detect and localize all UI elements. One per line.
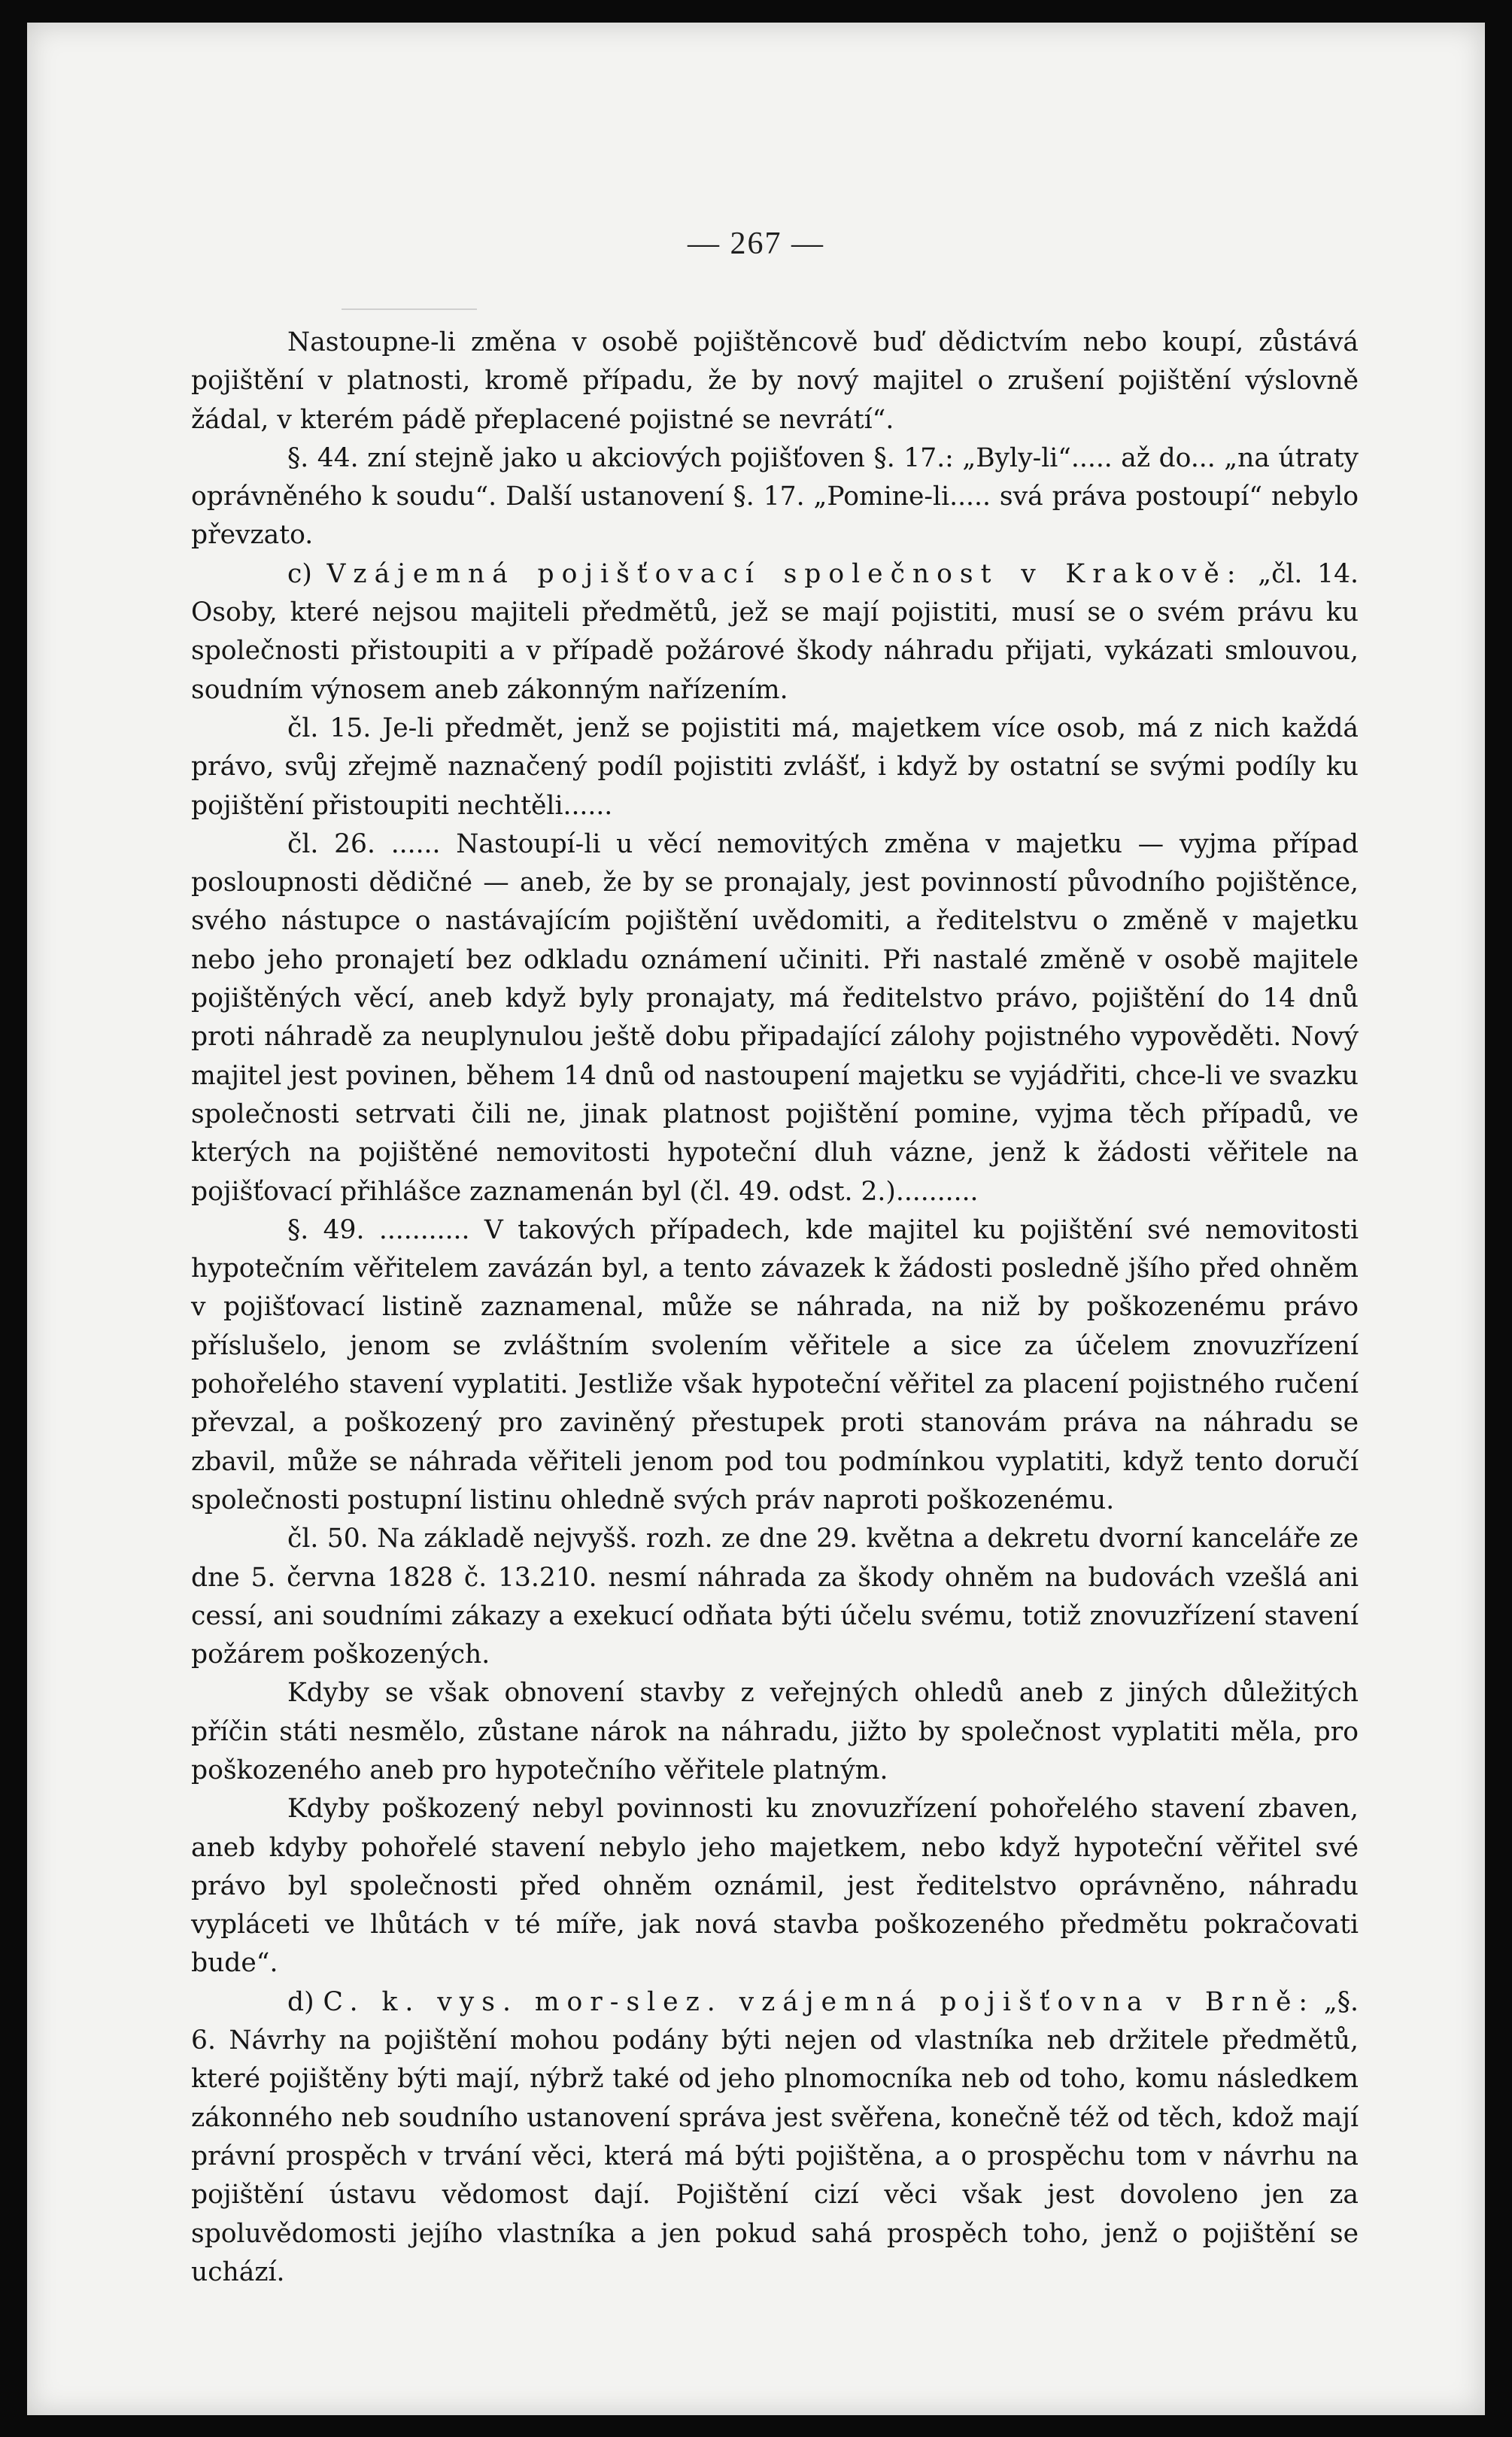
- text-run: §. 49. ........... V takových případech, kde majitel ku pojištění své nemovitosti hypotečním věřitelem zavázán byl, a tento závazek k žádosti posledně jšího před ohněm v pojišťovací listině zaznamenal, může se náhrada, na niž by poškozenému právo příslušelo, jenom se zvláštním svolením věřitele a sice za účelem znovuzřízení pohořelého stavení vyplatiti. Jestliže však hypoteční věřitel za placení pojistného ručení převzal, a poškozený pro zaviněný přestupek proti stanovám práva na náhradu se zbavil, může se náhrada věřiteli jenom pod tou podmínkou vyplatiti, když tento doručí společnosti postupní listinu ohledně svých práv naproti poškozenému.: [191, 1214, 1359, 1515]
- paragraph: [191, 1983, 1359, 2292]
- paragraph: [191, 1211, 1359, 1520]
- paragraph: [191, 710, 1359, 825]
- paragraph: [191, 1790, 1359, 1983]
- paragraph: [191, 1674, 1359, 1790]
- text-run: c): [287, 558, 327, 589]
- text-run: „§. 6. Návrhy na pojištění mohou podány býti nejen od vlastníka neb držitele předmětů, které pojištěny býti mají, nýbrž také od jeho plnomocníka neb od toho, komu následkem zákonného neb soudního ustanovení správa jest svěřena, konečně též od těch, kdož mají právní prospěch v trvání věci, která má býti pojištěna, a o prospěchu tom v návrhu na pojištění ústavu vědomost dají. Pojištění cizí věci však jest dovoleno jen za spoluvědomosti jejího vlastníka a jen pokud sahá prospěch toho, jenž o pojištění se uchází.: [191, 1986, 1359, 2287]
- body-text: [191, 324, 1359, 2292]
- spaced-heading: Vzájemná pojišťovací společnost v Krakově:: [326, 558, 1243, 589]
- text-run: „čl. 14. Osoby, které nejsou majiteli předmětů, jež se mají pojistiti, musí se o svém právu ku společnosti přistoupiti a v případě požárové škody náhradu přijati, vykázati smlouvou, soudním výnosem aneb zákonným nařízením.: [191, 558, 1359, 705]
- text-run: §. 44. zní stejně jako u akciových pojišťoven §. 17.: „Byly-li“..... až do... „na útraty oprávněného k soudu“. Další ustanovení §. 17. „Pomine-li..... svá práva postoupí“ nebylo převzato.: [191, 442, 1359, 551]
- paragraph: [191, 825, 1359, 1211]
- text-run: čl. 26. ...... Nastoupí-li u věcí nemovitých změna v majetku — vyjma případ posloupnosti dědičné — aneb, že by se pronajaly, jest povinností původního pojištěnce, svého nástupce o nastávajícím pojištění uvědomiti, a ředitelstvu o změně v majetku nebo jeho pronajetí bez odkladu oznámení učiniti. Při nastalé změně v osobě majitele pojištěných věcí, aneb když byly pronajaty, má ředitelstvo právo, pojištění do 14 dnů proti náhradě za neuplynulou ještě dobu připadající zálohy pojistného vypověděti. Nový majitel jest povinen, během 14 dnů od nastoupení majetku se vyjádřiti, chce-li ve svazku společnosti setrvati čili ne, jinak platnost pojištění pomine, vyjma těch případů, ve kterých na pojištěné nemovitosti hypoteční dluh vázne, jenž k žádosti věřitele na pojišťovací přihlášce zaznamenán byl (čl. 49. odst. 2.)..........: [191, 828, 1359, 1207]
- paragraph: [191, 1520, 1359, 1674]
- spaced-heading: C. k. vys. mor-slez. vzájemná pojišťovna v Brně:: [323, 1986, 1316, 2017]
- text-run: čl. 50. Na základě nejvyšš. rozh. ze dne 29. května a dekretu dvorní kanceláře ze dne 5. června 1828 č. 13.210. nesmí náhrada za škody ohněm na budovách vzešlá ani cessí, ani soudními zákazy a exekucí odňata býti účelu svému, totiž znovuzřízení stavení požárem poškozených.: [191, 1524, 1359, 1670]
- scan-artifact-line: [342, 308, 477, 310]
- paragraph: [191, 439, 1359, 555]
- text-run: Nastoupne-li změna v osobě pojištěncově buď dědictvím nebo koupí, zůstává pojištění v platnosti, kromě případu, že by nový majitel o zrušení pojištění výslovně žádal, v kterém pádě přeplacené pojistné se nevrátí“.: [191, 327, 1359, 435]
- text-run: čl. 15. Je-li předmět, jenž se pojistiti má, majetkem více osob, má z nich každá právo, svůj zřejmě naznačený podíl pojistiti zvlášť, i když by ostatní se svými podíly ku pojištění přistoupiti nechtěli......: [191, 713, 1359, 821]
- text-run: d): [287, 1986, 323, 2017]
- text-run: Kdyby poškozený nebyl povinnosti ku znovuzřízení pohořelého stavení zbaven, aneb kdyby pohořelé stavení nebylo jeho majetkem, nebo když hypoteční věřitel své právo byl společnosti před ohněm oznámil, jest ředitelstvo oprávněno, náhradu vypláceti ve lhůtách v té míře, jak nová stavba poškozeného předmětu pokračovati bude“.: [191, 1794, 1359, 1979]
- paragraph: [191, 555, 1359, 710]
- text-run: Kdyby se však obnovení stavby z veřejných ohledů aneb z jiných důležitých příčin státi nesmělo, zůstane nárok na náhradu, jižto by společnost vyplatiti měla, pro poškozeného aneb pro hypotečního věřitele platným.: [191, 1678, 1359, 1785]
- scanned-page: [27, 23, 1485, 2415]
- paragraph: [191, 324, 1359, 439]
- page-number: — 267 —: [688, 226, 824, 261]
